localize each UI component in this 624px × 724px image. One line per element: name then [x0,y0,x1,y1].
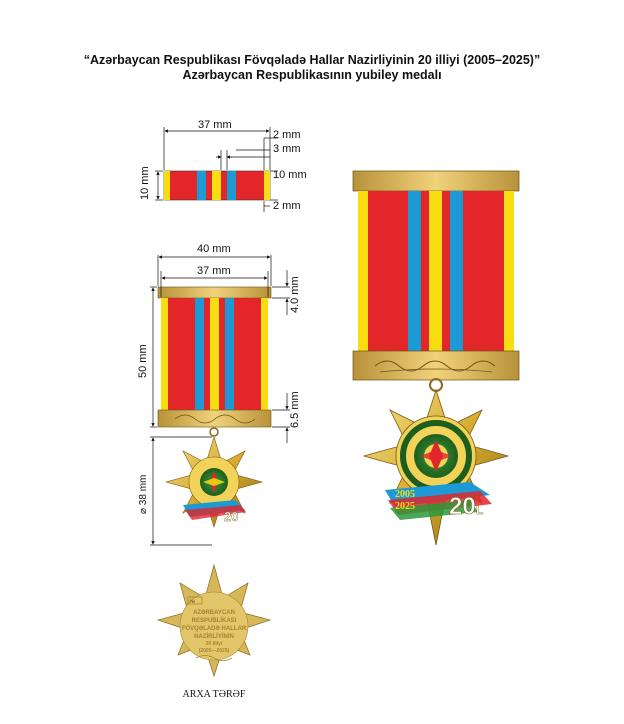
ribbon-bottom-edge-label: 2 mm [273,200,301,212]
ribbon-stripe-label: 3 mm [273,143,301,155]
top-bar-height-label: 4.0 mm [289,276,301,313]
medal-small-ribbon [158,287,271,436]
back-side-caption: ARXA TƏRƏF [182,689,246,700]
outer-width-label: 40 mm [197,243,231,255]
small-anniversary-number: 20 [224,509,239,524]
ribbon-height-left-label: 10 mm [139,166,151,200]
years-bottom-text: 2025 [395,501,415,512]
serial-number-box: № [190,599,196,605]
ribbon-width-label: 37 mm [198,119,232,131]
document-subtitle: Azərbaycan Respublikasının yubiley medalı [182,68,442,82]
back-line-3: FÖVQƏLADƏ HALLAR [181,626,247,632]
anniversary-suffix: L [476,503,484,517]
ribbon-height-right-label: 10 mm [273,169,307,181]
star-diameter-label: ⌀ 38 mm [138,474,149,514]
medal-large-ribbon [353,171,519,391]
medal-small-star [166,437,262,527]
anniversary-number: 20 [449,493,476,520]
back-line-5: 20 illiyi [205,641,223,647]
years-top-text: 2005 [395,489,415,500]
back-line-1: AZƏRBAYCAN [193,610,235,616]
ribbon-width-label-2: 37 mm [197,265,231,277]
back-line-6: (2005—2025) [198,648,230,654]
medal-large-star [364,390,508,545]
document-title: “Azərbaycan Respublikası Fövqəladə Hallar Nazirliyinin 20 illiyi (2005–2025)” [83,53,541,67]
back-line-4: NAZİRLİYİNİN [194,634,234,640]
bottom-bar-height-label: 6.5 mm [289,391,301,428]
back-line-2: RESPUBLİKASI [191,618,237,624]
ribbon-bar [164,171,270,200]
ribbon-edge-label: 2 mm [273,129,301,141]
medal-back [158,565,270,676]
medal-height-label: 50 mm [137,344,149,378]
